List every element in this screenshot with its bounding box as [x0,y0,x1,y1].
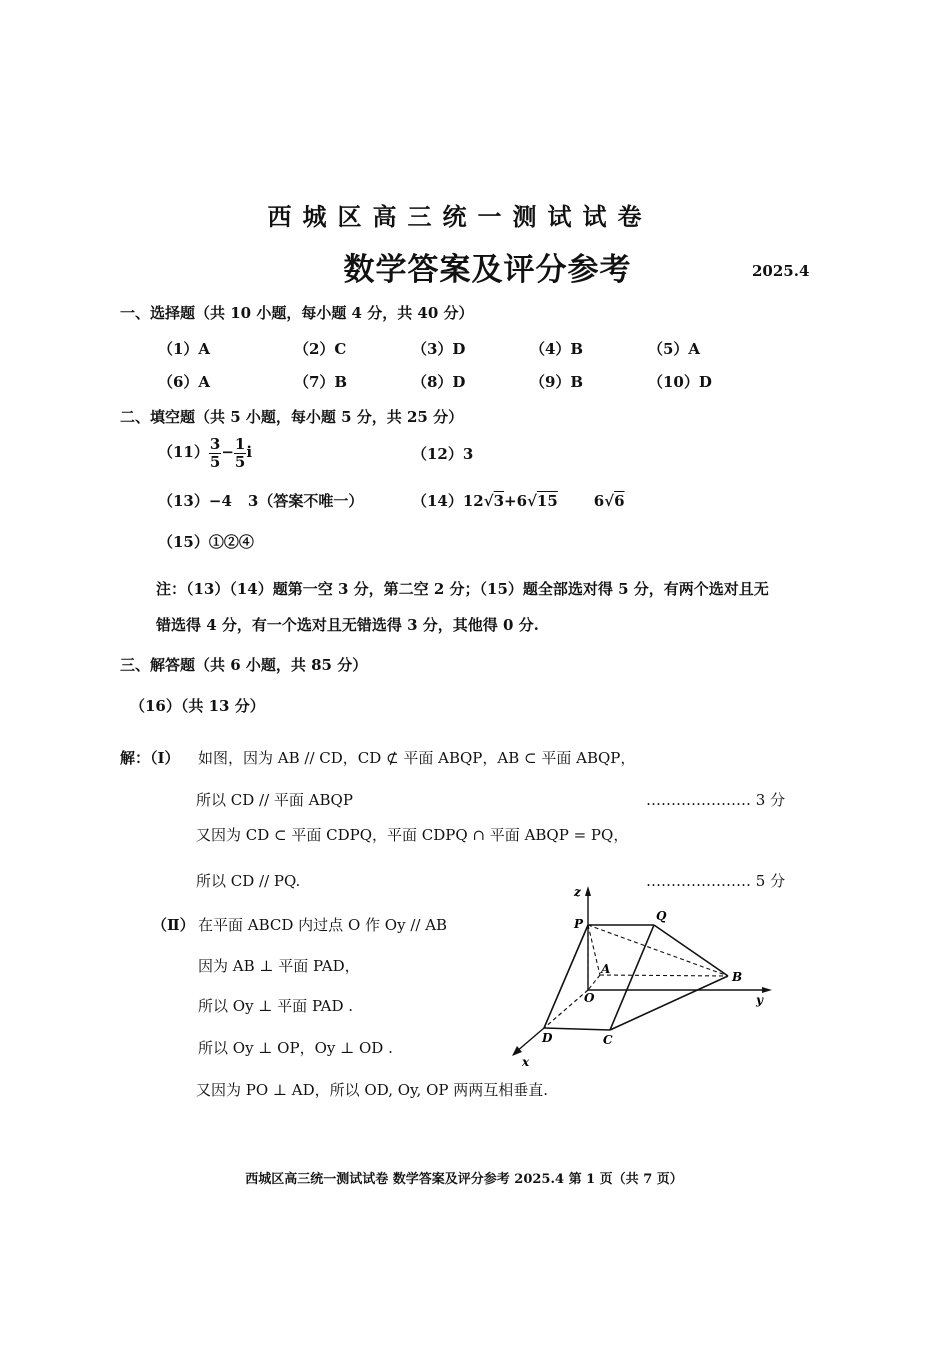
denominator: 5 [209,452,221,471]
fraction-3-5 [209,434,221,471]
sqrt-icon: √ [604,492,615,510]
answer-14 [412,490,625,511]
numerator: 1 [234,434,246,453]
radicand-3: 3 [493,492,505,510]
x-axis-hidden [544,990,588,1028]
section-3-heading: 三、解答题（共 6 小题，共 85 分） [120,656,368,674]
label-D: D [542,1031,553,1045]
edge-PD [544,925,588,1028]
edge-AB [600,975,728,976]
answer-13-second: 3（答案不唯一） [247,492,364,510]
solution-line-1: 如图，因为 AB // CD，CD ⊄ 平面 ABQP，AB ⊂ 平面 ABQP， [198,749,636,767]
answer-13-first: −4 [208,492,232,510]
answer-1: （1）A [158,340,211,358]
coefficient-6: 6 [593,492,605,510]
solution-line-7: 所以 Oy ⊥ 平面 PAD . [198,997,354,1015]
edge-AO [588,975,600,990]
page-footer: 西城区高三统一测试试卷 数学答案及评分参考 2025.4 第 1 页（共 7 页） [245,1172,683,1187]
denominator: 5 [234,452,246,471]
score-3: ………………… 3 分 [646,791,786,809]
label-y: y [756,993,763,1007]
edge-PA [588,925,600,975]
label-O: O [584,991,595,1005]
minus-sign: − [221,443,234,461]
label-P: P [574,917,584,931]
solution-line-8: 所以 Oy ⊥ OP，Oy ⊥ OD . [198,1039,393,1057]
z-axis-arrow-icon [585,886,591,896]
question-16-title: （16）（共 13 分） [130,697,265,715]
answer-2: （2）C [294,340,347,358]
answer-6: （6）A [158,373,211,391]
exam-date: 2025.4 [752,262,810,280]
note-line-1: 注：（13）（14）题第一空 3 分，第二空 2 分；（15）题全部选对得 5 分，有两个选对且无 [156,580,769,598]
fraction-1-5 [234,434,246,471]
section-2-heading: 二、填空题（共 5 小题，每小题 5 分，共 25 分） [120,408,464,426]
plus-six: +6 [504,492,528,510]
numerator: 3 [209,434,221,453]
section-1-heading: 一、选择题（共 10 小题，每小题 4 分，共 40 分） [120,304,474,322]
exam-title: 西城区高三统一测试试卷 [267,202,653,231]
answer-12: （12）3 [412,445,474,463]
solution-line-3: 又因为 CD ⊂ 平面 CDPQ，平面 CDPQ ∩ 平面 ABQP = PQ， [196,826,629,844]
x-axis [516,1028,544,1052]
edge-QB [654,925,728,976]
label-z: z [574,885,581,899]
solution-part-2-prefix: （Ⅱ） [152,916,195,934]
solution-line-9: 又因为 PO ⊥ AD，所以 OD, Oy, OP 两两互相垂直. [196,1081,548,1099]
y-axis-arrow-icon [762,987,772,993]
answer-11-label: （11） [158,443,209,461]
answer-key-title: 数学答案及评分参考 [343,252,632,288]
coefficient-12: 12 [462,492,484,510]
answer-3: （3）D [412,340,466,358]
solution-line-6: 因为 AB ⊥ 平面 PAD， [198,957,360,975]
geometry-figure [500,880,790,1080]
label-Q: Q [656,909,667,923]
imaginary-unit: i [246,443,253,461]
solution-line-5: 在平面 ABCD 内过点 O 作 Oy // AB [198,916,448,934]
solution-part-1-prefix: 解：（Ⅰ） [120,749,180,767]
label-C: C [603,1033,613,1047]
answer-13 [158,490,363,511]
answer-9: （9）B [530,373,584,391]
note-line-2: 错选得 4 分，有一个选对且无错选得 3 分，其他得 0 分. [156,616,539,634]
solution-line-2: 所以 CD // 平面 ABQP [196,791,353,809]
answer-11 [158,434,252,470]
edge-CB [610,976,728,1030]
radicand-6: 6 [614,492,625,510]
answer-4: （4）B [530,340,584,358]
label-x: x [522,1055,530,1069]
edge-DC [544,1028,610,1030]
solution-line-4: 所以 CD // PQ. [196,872,301,890]
label-B: B [732,970,743,984]
answer-5: （5）A [648,340,701,358]
sqrt-icon: √ [483,492,494,510]
answer-10: （10）D [648,373,712,391]
edge-QC [610,925,654,1030]
score-5: ………………… 5 分 [646,872,786,890]
label-A: A [601,962,611,976]
answer-15: （15）①②④ [158,533,254,551]
answer-8: （8）D [412,373,466,391]
answer-14-label: （14） [412,492,463,510]
radicand-15: 15 [536,492,558,510]
answer-13-label: （13） [158,492,209,510]
sqrt-icon: √ [527,492,537,510]
answer-7: （7）B [294,373,348,391]
